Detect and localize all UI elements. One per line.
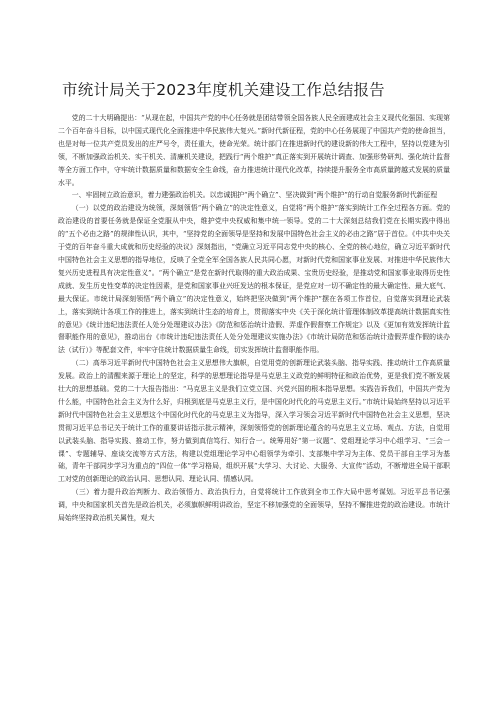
document-body [58,112,450,525]
document-title: 市统计局关于2023年度机关建设工作总结报告 [62,81,385,99]
paragraph-item-1: （一）以党的政治建设为统领，深刻领悟“两个确立”的决定性意义，自觉将“两个维护”落实到统计工作全过程各方面。党的政治建设的首要任务就是保证全党服从中央，维护党中央权威和集中统一领导。党的二十大深刻总结我们党在长期实践中得出的“五个必由之路”的规律性认识，其中，“坚持党的全面领导是坚持和发展中国特色社会主义的必由之路”居于首位。《中共中央关于党的百年奋斗重大成就和历史经验的决议》深刻指出，“党确立习近平同志党中央的核心、全党的核心地位，确立习近平新时代中国特色社会主义思想的指导地位，反映了全党全军全国各族人民共同心愿，对新时代党和国家事业发展、对推进中华民族伟大复兴历史进程具有决定性意义”。“两个确立”是党在新时代取得的重大政治成果、宝贵历史经验，是推动党和国家事业取得历史性成就、发生历史性变革的决定性因素，是党和国家事业兴旺发达的根本保证，是党应对一切不确定性的最大确定性、最大底气、最大保证。市统计局深刻领悟“两个确立”的决定性意义，始终把坚决做到“两个维护”摆在各项工作首位，自觉落实到理论武装上，落实到统计各项工作的推进上，落实到统计生态的培育上，贯彻落实中央《关于深化统计管理体制改革提高统计数据真实性的意见》《统计违纪违法责任人处分处理建议办法》《防范和惩治统计造假、弄虚作假督察工作规定》以及《更加有效发挥统计监督职能作用的意见》，推动出台《市统计违纪违法责任人处分处理建议实施办法》《市统计局防范和惩治统计造假弄虚作假的谈办法（试行）》等配套文件，牢牢守住统计数据质量生命线，切实发挥统计监督职能作用。 [58,204,450,355]
paragraph-intro: 党的二十大明确提出：“从现在起，中国共产党的中心任务就是团结带领全国各族人民全面建成社会主义现代化强国、实现第二个百年奋斗目标，以中国式现代化全面推进中华民族伟大复兴。”新时代新征程，党的中心任务展现了中国共产党的使命担当，也是对每一位共产党员发出的庄严号令，责任重大，使命光荣。统计部门在推进新时代的建设新的伟大工程中，坚持以党建为引领，不断加强政治机关、实干机关、清廉机关建设，把践行“两个维护”真正落实到开展统计调查、加强形势研判、强化统计监督等全方面工作中，守牢统计数据质量和数据安全生命线，奋力推进统计现代化改革，持续提升服务全市高质量跨越式发展的质量水平。 [58,114,450,187]
paragraph-item-2: （二）高举习近平新时代中国特色社会主义思想伟大旗帜，自觉用党的创新理论武装头脑、指导实践、推动统计工作高质量发展。政治上的清醒来源于理论上的坚定，科学的思想理论指导是马克思主义政党的鲜明特征和政治优势，更是我们党不断发展壮大的思想基础。党的二十大报告指出：“马克思主义是我们立党立国、兴党兴国的根本指导思想。实践告诉我们，中国共产党为什么能，中国特色社会主义为什么好，归根到底是马克思主义行，是中国化时代化的马克思主义行。”市统计局始终坚持以习近平新时代中国特色社会主义思想这个中国化时代化的马克思主义为指导，深入学习领会习近平新时代中国特色社会主义思想，坚决贯彻习近平总书记关于统计工作的重要讲话指示批示精神，深刻领悟党的创新理论蕴含的马克思主义立场、观点、方法，自觉用以武装头脑、指导实践、推动工作，努力做到真信笃行、知行合一。统筹用好“第一议题”、党组理论学习中心组学习、“三会一课”、专题辅导、座谈交流等方式方法，构建以党组理论学习中心组领学为牵引、支部集中学习为主体、党员干部自主学习为基础，青年干部同步学习为重点的“四位一体”学习格局，组织开展“大学习、大讨论、大服务、大宣传”活动，不断增进全局干部职工对党的创新理论的政治认同、思想认同、理论认同、情感认同。 [58,359,450,484]
paragraph-section-1-heading: 一、牢固树立政治意识，着力建强政治机关。以忠诚拥护“两个确立”、坚决做到“两个维护”的行动自觉服务新时代新征程 [71,191,438,200]
paragraph-item-3: （三）着力提升政治判断力、政治领悟力、政治执行力，自觉将统计工作放到全市工作大局中思考谋划。习近平总书记强调，中央和国家机关首先是政治机关，必须旗帜鲜明讲政治，坚定不移加强党的全面领导，坚持不懈推进党的政治建设。市统计局始终坚持政治机关属性，观大 [58,488,450,523]
